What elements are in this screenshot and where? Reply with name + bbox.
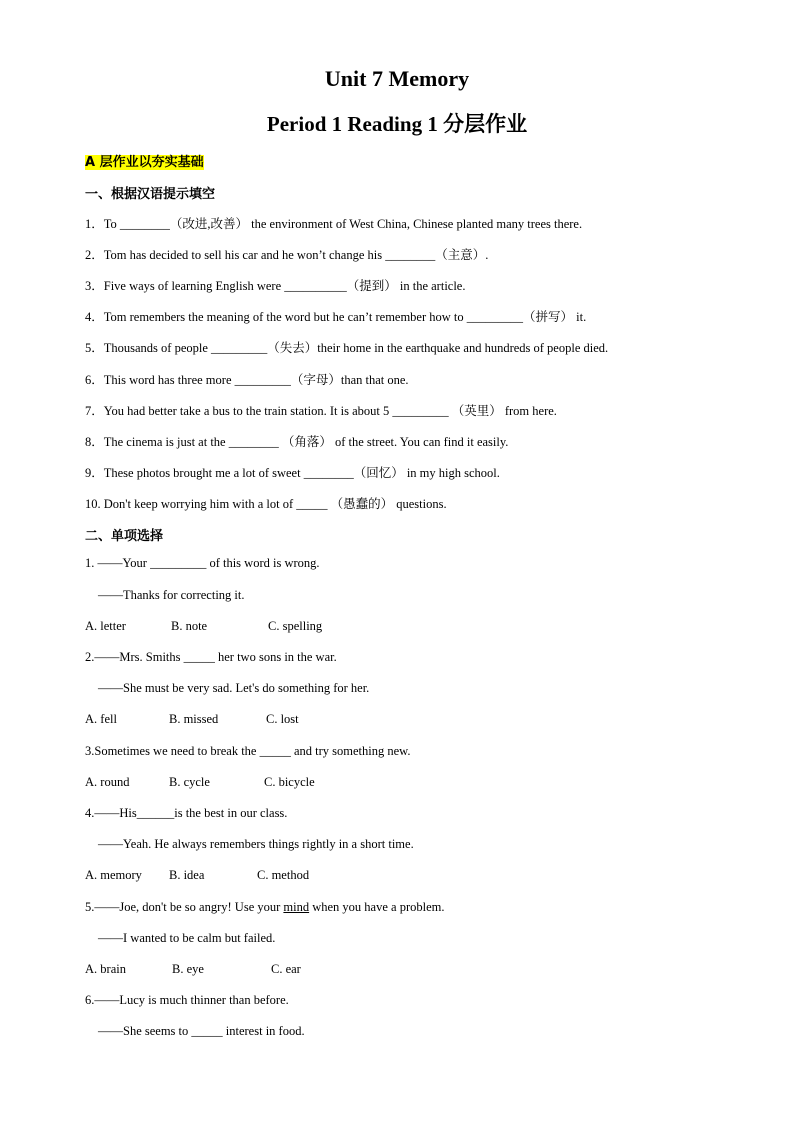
mc-q4-option-b: B. idea (169, 868, 205, 882)
mc-q4-stem: 4.——His______is the best in our class. (85, 806, 288, 820)
level-a-label: A 层作业以夯实基础 (85, 155, 204, 170)
mc-q2-option-b: B. missed (169, 712, 219, 726)
mc-q5-stem-before: 5.——Joe, don't be so angry! Use your (85, 900, 284, 914)
mc-q2-option-a: A. fell (85, 712, 117, 726)
mc-q6-reply: ——She seems to _____ interest in food. (98, 1024, 305, 1038)
section-1-heading: 一、根据汉语提示填空 (85, 187, 216, 202)
fill-item-4: 4．Tom remembers the meaning of the word but he can’t remember how to _________（拼写） it. (85, 310, 587, 324)
mc-q1-option-b: B. note (171, 619, 208, 633)
mc-q3-option-b: B. cycle (169, 775, 210, 789)
mc-q6-stem: 6.——Lucy is much thinner than before. (85, 993, 289, 1007)
period-title: Period 1 Reading 1 分层作业 (266, 112, 528, 136)
mc-q1-option-a: A. letter (85, 619, 126, 633)
mc-q5-reply: ——I wanted to be calm but failed. (98, 931, 276, 945)
mc-q4-option-a: A. memory (85, 868, 142, 882)
fill-item-9: 9．These photos brought me a lot of sweet ________（回忆） in my high school. (85, 466, 500, 480)
mc-q2-reply: ——She must be very sad. Let's do something for her. (98, 681, 370, 695)
mc-q3-option-c: C. bicycle (264, 775, 315, 789)
unit-title: Unit 7 Memory (324, 66, 470, 91)
mc-q3-option-a: A. round (85, 775, 130, 789)
mc-q5-option-a: A. brain (85, 962, 126, 976)
mc-q2-stem: 2.——Mrs. Smiths _____ her two sons in the war. (85, 650, 337, 664)
mc-q5-option-c: C. ear (271, 962, 301, 976)
section-2-heading: 二、单项选择 (85, 529, 164, 544)
mc-q1-option-c: C. spelling (268, 619, 323, 633)
mc-q5-option-b: B. eye (172, 962, 204, 976)
fill-item-6: 6．This word has three more _________（字母）than that one. (85, 373, 409, 387)
fill-item-2: 2．Tom has decided to sell his car and he won’t change his ________（主意）. (85, 248, 489, 262)
fill-item-10: 10. Don't keep worrying him with a lot of _____ （愚蠢的） questions. (85, 497, 447, 511)
fill-item-1: 1．To ________（改进,改善） the environment of West China, Chinese planted many trees there. (85, 217, 583, 231)
mc-q5-stem-underlined-word: mind (283, 900, 310, 914)
fill-item-5: 5．Thousands of people _________（失去）their home in the earthquake and hundreds of people died. (85, 341, 609, 355)
mc-q5-stem (85, 900, 445, 915)
fill-item-3: 3．Five ways of learning English were __________（提到） in the article. (85, 279, 466, 293)
fill-item-8: 8．The cinema is just at the ________ （角落） of the street. You can find it easily. (85, 435, 509, 449)
mc-q4-reply: ——Yeah. He always remembers things rightly in a short time. (98, 837, 414, 851)
mc-q5-stem-after: when you have a problem. (309, 900, 445, 914)
level-a-heading (85, 151, 204, 170)
mc-q3-stem: 3.Sometimes we need to break the _____ and try something new. (85, 744, 411, 758)
mc-q1-stem: 1. ——Your _________ of this word is wrong. (85, 556, 320, 570)
mc-q2-option-c: C. lost (266, 712, 299, 726)
mc-q1-reply: ——Thanks for correcting it. (98, 588, 245, 602)
mc-q4-option-c: C. method (257, 868, 310, 882)
fill-item-7: 7．You had better take a bus to the train station. It is about 5 _________ （英里） from here. (85, 404, 557, 418)
